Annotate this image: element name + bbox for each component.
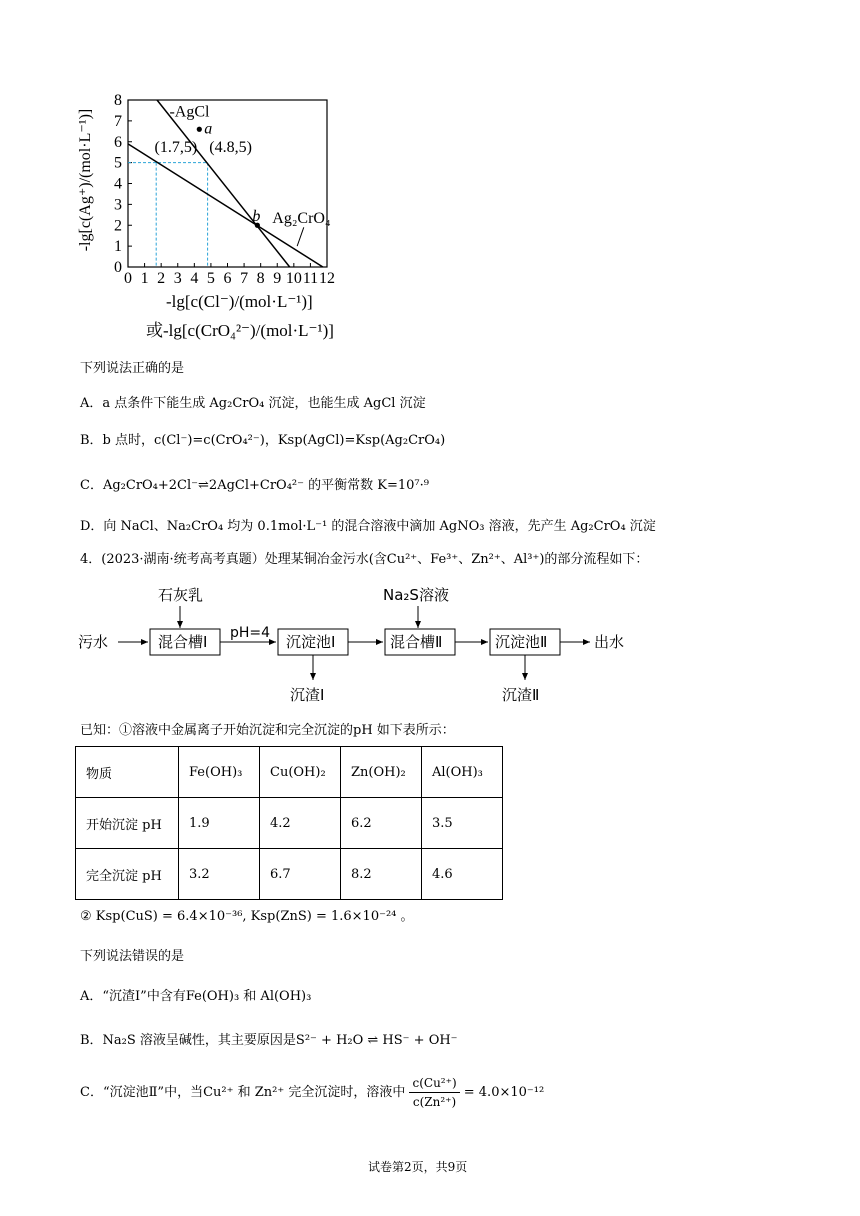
page-footer: 试卷第2页，共9页 (368, 1160, 468, 1174)
q4-known2: ② Ksp(CuS) = 6.4×10⁻³⁶, Ksp(ZnS) = 1.6×10⁻²⁴ 。 (80, 909, 414, 924)
graph-xlabel-1: -lg[c(Cl⁻)/(mol·L⁻¹)] (166, 292, 313, 311)
flow-box1-label: 混合槽Ⅰ (158, 633, 208, 651)
label-a: a (204, 120, 213, 138)
table-cell: 4.2 (260, 798, 341, 849)
label-b: b (252, 208, 261, 226)
fraction-numerator: c(Cu²⁺) (409, 1074, 459, 1093)
flow-residue1: 沉渣Ⅰ (290, 686, 325, 704)
table-cell: 1.9 (179, 798, 260, 849)
q3-stem: 下列说法正确的是 (80, 361, 185, 376)
label-point-1: (1.7,5) (154, 139, 198, 157)
x-tick-label: 6 (223, 270, 232, 287)
y-tick-label: 7 (114, 112, 122, 130)
precipitation-table (75, 746, 503, 900)
series-line-agcl (154, 100, 290, 267)
q4-option-b: B．Na₂S 溶液呈碱性，其主要原因是S²⁻ + H₂O ⇌ HS⁻ + OH⁻ (80, 1033, 458, 1048)
flow-reagent1: 石灰乳 (158, 586, 204, 604)
table-header: 物质 (76, 747, 179, 798)
ag2cro4-pointer (297, 227, 304, 246)
flow-reagent2: Na₂S溶液 (383, 586, 449, 604)
q4-option-c (80, 1074, 544, 1111)
flow-residue2: 沉渣Ⅱ (502, 686, 540, 704)
x-tick-label: 7 (240, 270, 249, 287)
table-header: Cu(OH)₂ (260, 747, 341, 798)
table-cell: 6.2 (341, 798, 422, 849)
y-tick-label: 5 (114, 154, 122, 172)
y-tick-label: 4 (114, 175, 122, 193)
table-cell: 6.7 (260, 849, 341, 900)
x-tick-label: 11 (302, 270, 319, 287)
q4-option-a: A．“沉渣Ⅰ”中含有Fe(OH)₃ 和 Al(OH)₃ (80, 989, 312, 1004)
y-tick-label: 1 (114, 238, 122, 256)
q4-stem2: 下列说法错误的是 (80, 949, 185, 964)
x-tick-label: 12 (319, 270, 335, 287)
flow-ph: pH=4 (230, 625, 271, 641)
q4-stem: 4．(2023·湖南·统考高考真题）处理某铜冶金污水(含Cu²⁺、Fe³⁺、Zn²⁺、Al³⁺)的部分流程如下： (80, 552, 649, 567)
label-ag2cro4: Ag₂CrO₄ (272, 210, 331, 228)
table-header: Al(OH)₃ (422, 747, 503, 798)
y-tick-label: 3 (114, 196, 122, 214)
table-cell: 完全沉淀 pH (76, 849, 179, 900)
table-row (76, 798, 503, 849)
q4-option-c-text: C．“沉淀池Ⅱ”中，当Cu²⁺ 和 Zn²⁺ 完全沉淀时，溶液中 (80, 1085, 406, 1100)
series-line-ag2cro4 (128, 144, 323, 267)
label-point-2: (4.8,5) (209, 139, 252, 157)
x-tick-label: 10 (285, 270, 302, 287)
table-cell: 8.2 (341, 849, 422, 900)
fraction-denominator: c(Zn²⁺) (412, 1095, 457, 1109)
table-cell: 3.2 (179, 849, 260, 900)
fraction (409, 1074, 459, 1111)
table-header: Zn(OH)₂ (341, 747, 422, 798)
x-tick-label: 2 (157, 270, 166, 287)
graph-ylabel: -lg[c(Ag⁺)/(mol·L⁻¹)] (77, 108, 94, 252)
q3-option-c: C．Ag₂CrO₄+2Cl⁻⇌2AgCl+CrO₄²⁻ 的平衡常数 K=10⁷·⁹ (80, 478, 429, 493)
table-cell: 4.6 (422, 849, 503, 900)
x-tick-label: 0 (124, 270, 132, 287)
q3-option-b: B．b 点时，c(Cl⁻)=c(CrO₄²⁻)，Ksp(AgCl)=Ksp(Ag₂CrO₄) (80, 433, 446, 448)
flow-output: 出水 (594, 633, 625, 651)
flow-box2-label: 沉淀池Ⅰ (286, 633, 336, 651)
y-tick-label: 8 (114, 92, 122, 109)
y-tick-label: 6 (114, 133, 122, 151)
flow-box3-label: 混合槽Ⅱ (390, 633, 443, 651)
flow-input: 污水 (78, 633, 109, 651)
q4-known1: 已知：①溶液中金属离子开始沉淀和完全沉淀的pH 如下表所示： (80, 723, 455, 738)
table-header-row (76, 747, 503, 798)
flow-box4-label: 沉淀池Ⅱ (495, 633, 548, 651)
table-cell: 开始沉淀 pH (76, 798, 179, 849)
q4-option-c-value: = 4.0×10⁻¹² (463, 1085, 545, 1100)
table-row (76, 849, 503, 900)
graph-xlabel-2: 或-lg[c(CrO₄²⁻)/(mol·L⁻¹)] (146, 321, 334, 340)
plot-frame (128, 100, 327, 267)
process-flowchart (78, 580, 658, 710)
x-tick-label: 3 (173, 270, 182, 287)
table-cell: 3.5 (422, 798, 503, 849)
q3-option-a: A．a 点条件下能生成 Ag₂CrO₄ 沉淀，也能生成 AgCl 沉淀 (80, 396, 426, 411)
x-tick-label: 9 (273, 270, 282, 287)
q3-option-d: D．向 NaCl、Na₂CrO₄ 均为 0.1mol·L⁻¹ 的混合溶液中滴加 AgNO₃ 溶液，先产生 Ag₂CrO₄ 沉淀 (80, 519, 656, 534)
y-tick-label: 2 (114, 217, 122, 235)
x-tick-label: 4 (190, 270, 199, 287)
y-tick-label: 0 (114, 259, 122, 276)
label-agcl: -AgCl (169, 103, 210, 121)
table-header: Fe(OH)₃ (179, 747, 260, 798)
point-a (197, 127, 202, 132)
x-tick-label: 5 (206, 270, 215, 287)
x-tick-label: 1 (140, 270, 149, 287)
x-tick-label: 8 (256, 270, 265, 287)
